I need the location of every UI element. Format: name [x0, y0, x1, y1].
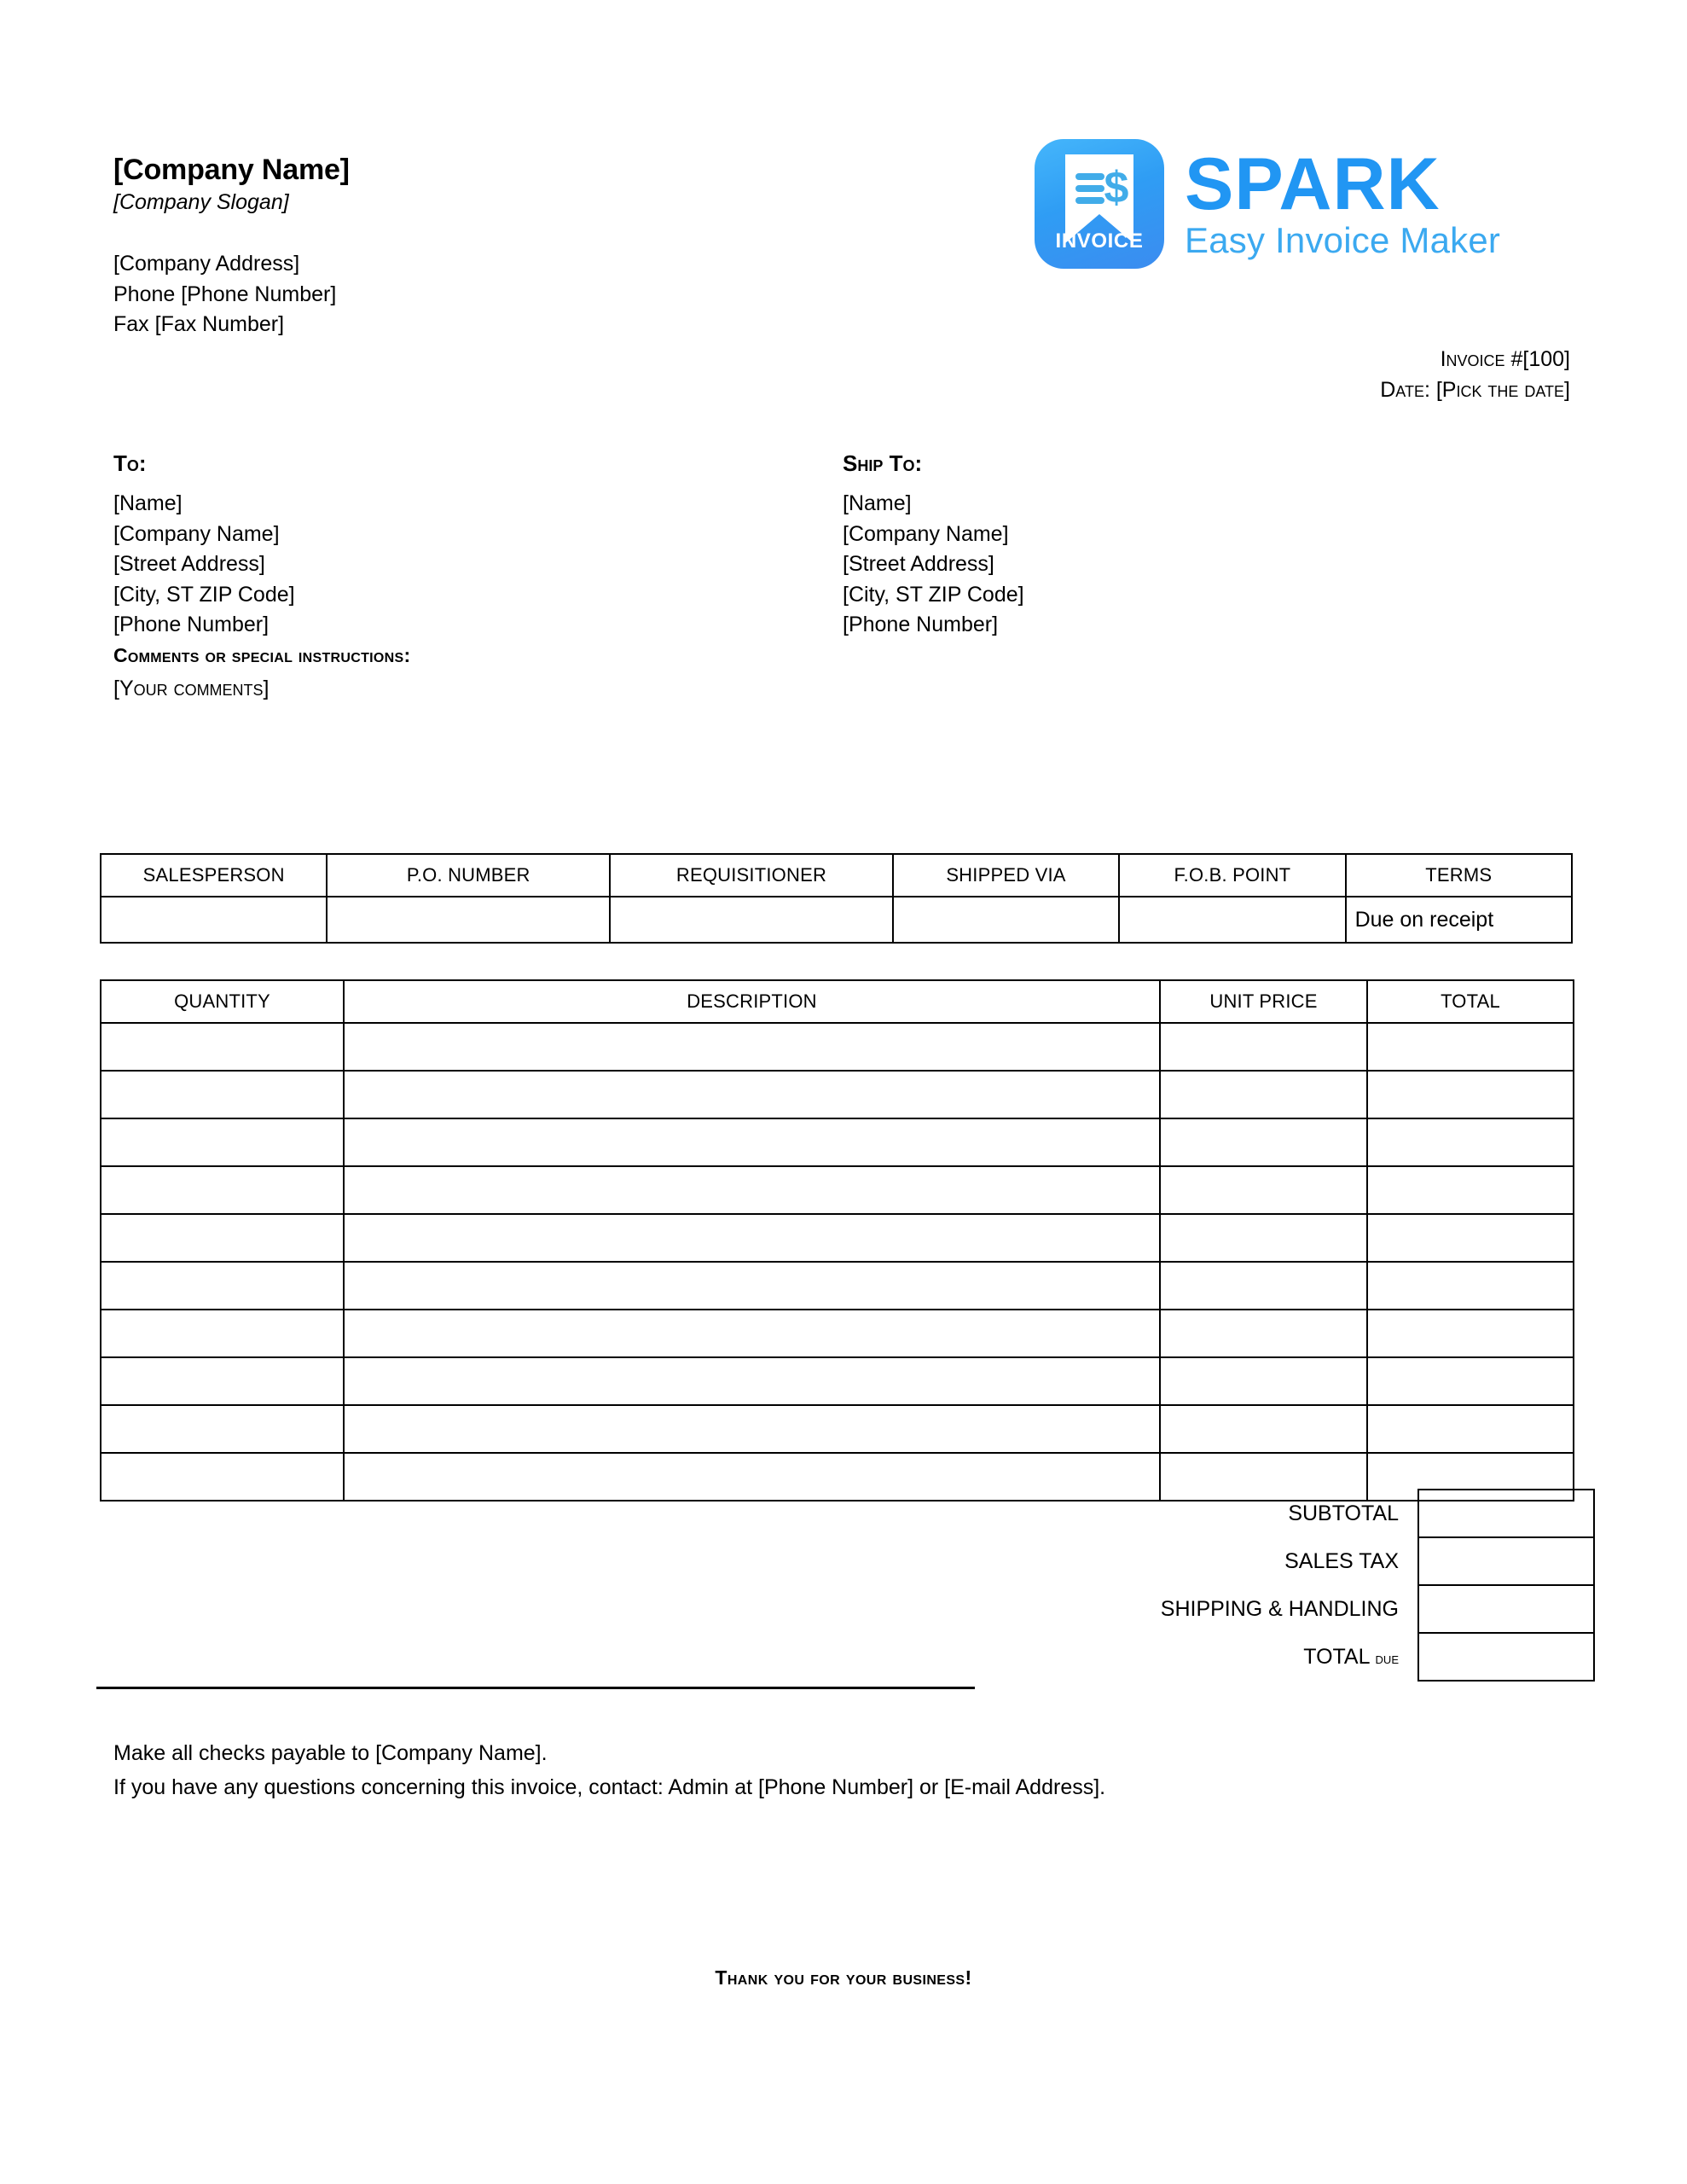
cell-quantity[interactable]	[101, 1310, 344, 1357]
cell-description[interactable]	[344, 1023, 1160, 1071]
cell-description[interactable]	[344, 1118, 1160, 1166]
cell-description[interactable]	[344, 1405, 1160, 1453]
footer-line-1: Make all checks payable to [Company Name].	[113, 1741, 548, 1765]
bill-to-city: [City, ST ZIP Code]	[113, 582, 295, 607]
cell-unit-price[interactable]	[1160, 1262, 1367, 1310]
cell-unit-price[interactable]	[1160, 1118, 1367, 1166]
table-row	[101, 1214, 1574, 1262]
ship-to-block	[843, 450, 1286, 641]
cell-quantity[interactable]	[101, 1071, 344, 1118]
cell-total[interactable]	[1367, 1071, 1574, 1118]
sales-tax-row	[1102, 1537, 1594, 1585]
total-due-label-main: TOTAL	[1303, 1644, 1370, 1669]
company-fax: Fax [Fax Number]	[113, 312, 285, 337]
ship-to-phone: [Phone Number]	[843, 613, 999, 636]
shipping-handling-label: SHIPPING & HANDLING	[1160, 1596, 1399, 1621]
cell-description[interactable]	[344, 1071, 1160, 1118]
table-row	[101, 1071, 1574, 1118]
cell-quantity[interactable]	[101, 1023, 344, 1071]
cell-total[interactable]	[1367, 1405, 1574, 1453]
header-terms: TERMS	[1346, 854, 1572, 897]
subtotal-value[interactable]	[1418, 1490, 1594, 1537]
cell-unit-price[interactable]	[1160, 1071, 1367, 1118]
cell-description[interactable]	[344, 1357, 1160, 1405]
header-salesperson: SALESPERSON	[101, 854, 327, 897]
header-requisitioner: REQUISITIONER	[610, 854, 893, 897]
footer-line-2: If you have any questions concerning this invoice, contact: Admin at [Phone Number] or [E-mail Address].	[113, 1775, 1106, 1799]
company-phone: Phone [Phone Number]	[113, 282, 337, 306]
cell-total[interactable]	[1367, 1310, 1574, 1357]
bill-to-lines	[113, 489, 557, 641]
cell-terms[interactable]: Due on receipt	[1346, 897, 1572, 943]
svg-text:$: $	[1104, 163, 1129, 212]
ship-to-lines	[843, 489, 1286, 641]
header-shipped-via: SHIPPED VIA	[893, 854, 1119, 897]
header-quantity: QUANTITY	[101, 980, 344, 1023]
spark-logo	[1035, 139, 1500, 269]
table-header-row	[101, 980, 1574, 1023]
cell-unit-price[interactable]	[1160, 1310, 1367, 1357]
invoice-number: Invoice #[100]	[1440, 347, 1570, 371]
cell-description[interactable]	[344, 1214, 1160, 1262]
table-row	[101, 1405, 1574, 1453]
totals-table	[1102, 1489, 1595, 1682]
cell-unit-price[interactable]	[1160, 1023, 1367, 1071]
sales-tax-label: SALES TAX	[1284, 1548, 1399, 1573]
cell-description[interactable]	[344, 1166, 1160, 1214]
cell-quantity[interactable]	[101, 1357, 344, 1405]
bill-to-street: [Street Address]	[113, 552, 265, 576]
cell-requisitioner[interactable]	[610, 897, 893, 943]
footer-notes	[113, 1736, 1105, 1804]
brand-name: SPARK	[1185, 142, 1441, 225]
table-row	[101, 1310, 1574, 1357]
brand-tagline: Easy Invoice Maker	[1185, 220, 1501, 261]
company-contact	[113, 249, 881, 340]
cell-total[interactable]	[1367, 1023, 1574, 1071]
cell-unit-price[interactable]	[1160, 1357, 1367, 1405]
bill-to-phone: [Phone Number]	[113, 613, 270, 636]
comments-label: Comments or special instructions:	[113, 644, 411, 666]
company-name: [Company Name]	[113, 154, 350, 186]
total-due-row	[1102, 1633, 1594, 1681]
ship-to-name: [Name]	[843, 491, 912, 515]
ship-to-city: [City, ST ZIP Code]	[843, 582, 1024, 607]
subtotal-row	[1102, 1490, 1594, 1537]
table-row	[101, 897, 1572, 943]
ship-to-company: [Company Name]	[843, 521, 1009, 546]
invoice-badge-label: INVOICE	[1055, 229, 1144, 253]
header-fob-point: F.O.B. POINT	[1119, 854, 1345, 897]
invoice-date: Date: [Pick the date]	[1380, 377, 1570, 402]
footer-divider	[96, 1687, 975, 1689]
subtotal-label: SUBTOTAL	[1288, 1501, 1399, 1525]
cell-shipped-via[interactable]	[893, 897, 1119, 943]
cell-quantity[interactable]	[101, 1118, 344, 1166]
header-po-number: P.O. NUMBER	[327, 854, 610, 897]
cell-total[interactable]	[1367, 1166, 1574, 1214]
ship-to-title: Ship To:	[843, 450, 923, 476]
header-total: TOTAL	[1367, 980, 1574, 1023]
cell-quantity[interactable]	[101, 1453, 344, 1501]
cell-salesperson[interactable]	[101, 897, 327, 943]
header-description: DESCRIPTION	[344, 980, 1160, 1023]
cell-description[interactable]	[344, 1310, 1160, 1357]
cell-quantity[interactable]	[101, 1166, 344, 1214]
table-row	[101, 1262, 1574, 1310]
cell-description[interactable]	[344, 1262, 1160, 1310]
cell-unit-price[interactable]	[1160, 1166, 1367, 1214]
cell-total[interactable]	[1367, 1118, 1574, 1166]
shipping-row	[1102, 1585, 1594, 1633]
header-unit-price: UNIT PRICE	[1160, 980, 1367, 1023]
table-row	[101, 1357, 1574, 1405]
table-row	[101, 1166, 1574, 1214]
bill-to-name: [Name]	[113, 491, 183, 515]
shipping-handling-value[interactable]	[1418, 1585, 1594, 1633]
total-due-value[interactable]	[1418, 1633, 1594, 1681]
sales-tax-value[interactable]	[1418, 1537, 1594, 1585]
cell-total[interactable]	[1367, 1262, 1574, 1310]
invoice-app-icon	[1035, 139, 1164, 269]
cell-unit-price[interactable]	[1160, 1405, 1367, 1453]
total-due-label	[1102, 1633, 1418, 1681]
line-items-table	[100, 979, 1574, 1502]
cell-quantity[interactable]	[101, 1405, 344, 1453]
company-address: [Company Address]	[113, 252, 300, 276]
cell-fob-point[interactable]	[1119, 897, 1345, 943]
sales-info-table	[100, 853, 1573, 944]
company-header	[113, 154, 881, 340]
cell-po-number[interactable]	[327, 897, 610, 943]
invoice-meta	[1380, 345, 1570, 405]
cell-unit-price[interactable]	[1160, 1214, 1367, 1262]
cell-total[interactable]	[1367, 1357, 1574, 1405]
cell-total[interactable]	[1367, 1214, 1574, 1262]
logo-wordmark	[1185, 142, 1501, 261]
table-header-row	[101, 854, 1572, 897]
ship-to-street: [Street Address]	[843, 552, 994, 576]
cell-quantity[interactable]	[101, 1214, 344, 1262]
table-row	[101, 1023, 1574, 1071]
total-due-label-small: due	[1375, 1649, 1399, 1668]
thank-you-message: Thank you for your business!	[715, 1966, 972, 1989]
cell-description[interactable]	[344, 1453, 1160, 1501]
bill-to-company: [Company Name]	[113, 521, 280, 546]
company-slogan: [Company Slogan]	[113, 190, 289, 215]
bill-to-title: To:	[113, 450, 147, 476]
table-row	[101, 1118, 1574, 1166]
comments-value: [Your comments]	[113, 677, 270, 700]
cell-quantity[interactable]	[101, 1262, 344, 1310]
bill-to-block	[113, 450, 557, 641]
